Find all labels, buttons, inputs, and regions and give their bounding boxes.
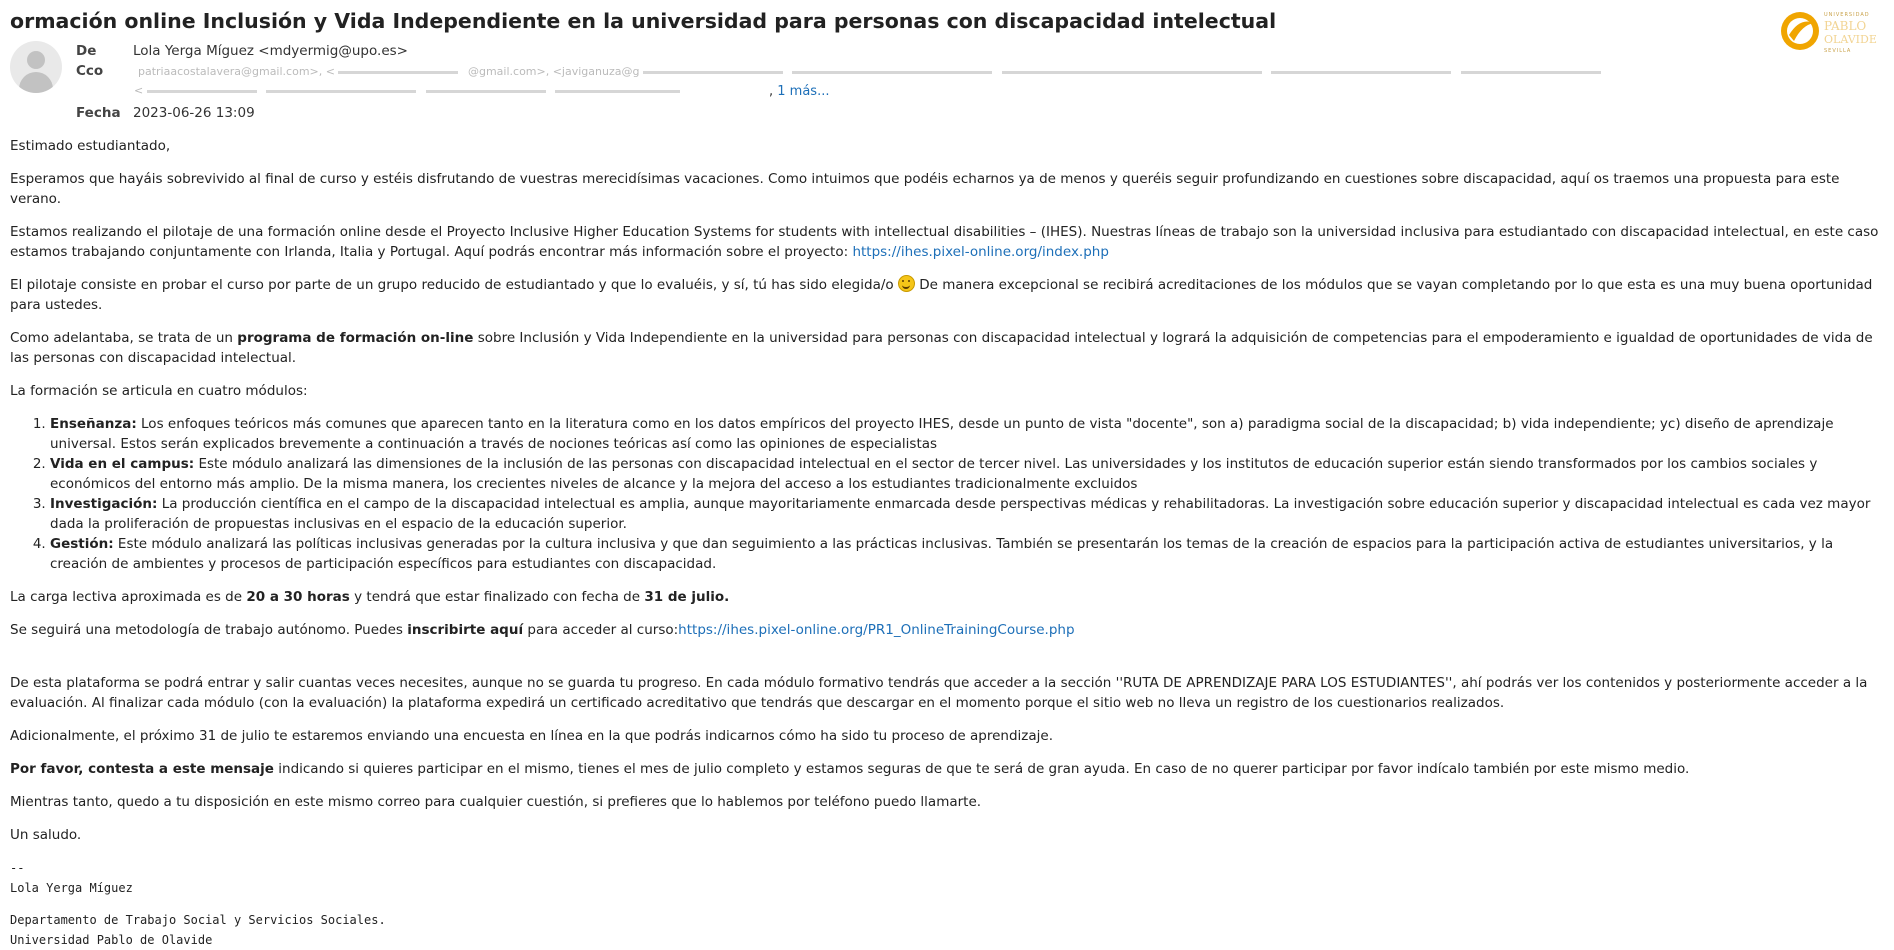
project-link[interactable]: https://ihes.pixel-online.org/index.php	[852, 244, 1109, 260]
signature-department: Departamento de Trabajo Social y Servicios Sociales.	[10, 913, 386, 927]
paragraph-modules-intro: La formación se articula en cuatro módulos:	[10, 383, 308, 399]
paragraph-intro: Esperamos que hayáis sobrevivido al final de curso y estéis disfrutando de vuestras merecidísimas vacaciones. Como intuimos que podéis echarnos ya de menos y queréis seguir profundizando en cuestiones sobre discapacidad, aquí os traemos una propuesta para este verano.	[10, 171, 1840, 207]
paragraph-enroll: Se seguirá una metodología de trabajo autónomo. Puedes inscribirte aquí para acceder al curso:https://ihes.pixel-online.org/PR1_OnlineTrainingCourse.php	[10, 622, 1075, 638]
logo-text-1: UNIVERSIDAD	[1824, 12, 1870, 18]
greeting: Estimado estudiantado,	[10, 138, 171, 154]
date-value: 2023-06-26 13:09	[133, 105, 255, 121]
cc-recipient-2[interactable]: @gmail.com>, <javiganuza@g	[467, 65, 640, 78]
paragraph-contact: Mientras tanto, quedo a tu disposición en este mismo correo para cualquier cuestión, si prefieres que lo hablemos por teléfono puedo llamarte.	[10, 794, 982, 810]
message-body	[10, 136, 1880, 950]
paragraph-workload: La carga lectiva aproximada es de 20 a 30 horas y tendrá que estar finalizado con fecha de 31 de julio.	[10, 589, 730, 605]
cc-recipients-line2[interactable]	[134, 84, 686, 97]
closing: Un saludo.	[10, 827, 82, 843]
cc-recipient-1[interactable]: patriaacostalavera@gmail.com>, <	[138, 65, 335, 78]
logo-text-2: PABLO	[1824, 19, 1867, 33]
from-value[interactable]: Lola Yerga Míguez <mdyermig@upo.es>	[133, 43, 408, 59]
module-item-vida-campus: 2. Vida en el campus: Este módulo analizará las dimensiones de la inclusión de las personas con discapacidad intelectual en el sector de tercer nivel. Las universidades y los institutos de educación superior están siendo transformados por los cambios sociales y económicos del entorno más amplio. De la misma manera, los crecientes niveles de alcance y la mejora del acceso a los estudiantes tradicionalmente excluidos	[50, 454, 1880, 494]
smiley-emoji-icon	[898, 275, 915, 292]
sender-avatar	[10, 41, 62, 93]
cc-label: Cco	[76, 63, 104, 79]
paragraph-pilot: El pilotaje consiste en probar el curso por parte de un grupo reducido de estudiantado y que lo evaluéis, y sí, tú has sido elegida/o De manera excepcional se recibirá acreditaciones de los módulos que se vayan completando por lo que esta es una muy buena oportunidad para ustedes.	[10, 277, 1873, 313]
module-item-ensenanza: 1. Enseñanza: Los enfoques teóricos más comunes que aparecen tanto en la literatura como en los datos empíricos del proyecto IHES, desde un punto de vista "docente", son a) paradigma social de la discapacidad; b) vida independiente; yc) diseño de aprendizaje universal. Estos serán explicados brevemente a continuación a través de nociones teóricas así como las opiniones de especialistas	[50, 414, 1880, 454]
paragraph-project: Estamos realizando el pilotaje de una formación online desde el Proyecto Inclusive Higher Education Systems for students with intellectual disabilities – (IHES). Nuestras líneas de trabajo son la universidad inclusiva para estudiantado con discapacidad intelectual, en este caso estamos trabajando conjuntamente con Irlanda, Italia y Portugal. Aquí podrás encontrar más información sobre el proyecto: https://ihes.pixel-online.org/index.php	[10, 224, 1879, 260]
course-link[interactable]: https://ihes.pixel-online.org/PR1_OnlineTrainingCourse.php	[678, 622, 1075, 638]
university-logo	[1780, 7, 1888, 55]
paragraph-survey: Adicionalmente, el próximo 31 de julio te estaremos enviando una encuesta en línea en la que podrás indicarnos cómo ha sido tu proceso de aprendizaje.	[10, 728, 1054, 744]
cc-more-link[interactable]: , 1 más...	[769, 84, 830, 99]
module-item-investigacion: 3. Investigación: La producción científica en el campo de la discapacidad intelectual es amplia, aunque mayoritariamente enmarcada desde perspectivas médicas y rehabilitadoras. La investigación sobre educación superior y discapacidad intelectual es cada vez mayor dada la proliferación de propuestas inclusivas en el espacio de la educación superior.	[50, 494, 1880, 534]
modules-list	[10, 414, 1880, 574]
signature-dashes: --	[10, 861, 25, 875]
from-label: De	[76, 43, 97, 59]
paragraph-program: Como adelantaba, se trata de un programa de formación on-line sobre Inclusión y Vida Independiente en la universidad para personas con discapacidad intelectual y logrará la adquisición de competencias para el empoderamiento e igualdad de oportunidades de vida de las personas con discapacidad intelectual.	[10, 330, 1873, 366]
cc-recipient-3[interactable]: <	[134, 84, 144, 97]
signature-university: Universidad Pablo de Olavide	[10, 933, 213, 947]
cc-recipients-line1[interactable]	[138, 65, 1607, 78]
logo-text-4: SEVILLA	[1824, 48, 1852, 54]
signature-name: Lola Yerga Míguez	[10, 881, 133, 895]
date-label: Fecha	[76, 105, 121, 121]
paragraph-reply: Por favor, contesta a este mensaje indicando si quieres participar en el mismo, tienes el mes de julio completo y estamos seguras de que te será de gran ayuda. En caso de no querer participar por favor indícalo también por este mismo medio.	[10, 761, 1690, 777]
email-subject: ormación online Inclusión y Vida Independiente en la universidad para personas con discapacidad intelectual	[10, 9, 1277, 33]
paragraph-platform: De esta plataforma se podrá entrar y salir cuantas veces necesites, aunque no se guarda tu progreso. En cada módulo formativo tendrás que acceder a la sección ''RUTA DE APRENDIZAJE PARA LOS ESTUDIANTES'', ahí podrás ver los contenidos y posteriormente acceder a la evaluación. Al finalizar cada módulo (con la evaluación) la plataforma expedirá un certificado acreditativo que tendrás que descargar en el momento porque el sitio web no lleva un registro de los cuestionarios realizados.	[10, 675, 1868, 711]
logo-text-3: OLAVIDE	[1824, 33, 1877, 46]
module-item-gestion: 4. Gestión: Este módulo analizará las políticas inclusivas generadas por la cultura inclusiva y que dan seguimiento a las prácticas inclusivas. También se presentarán los temas de la creación de espacios para la participación activa de estudiantes universitarios, y la creación de ambientes y procesos de participación específicos para estudiantes con discapacidad.	[50, 534, 1880, 574]
